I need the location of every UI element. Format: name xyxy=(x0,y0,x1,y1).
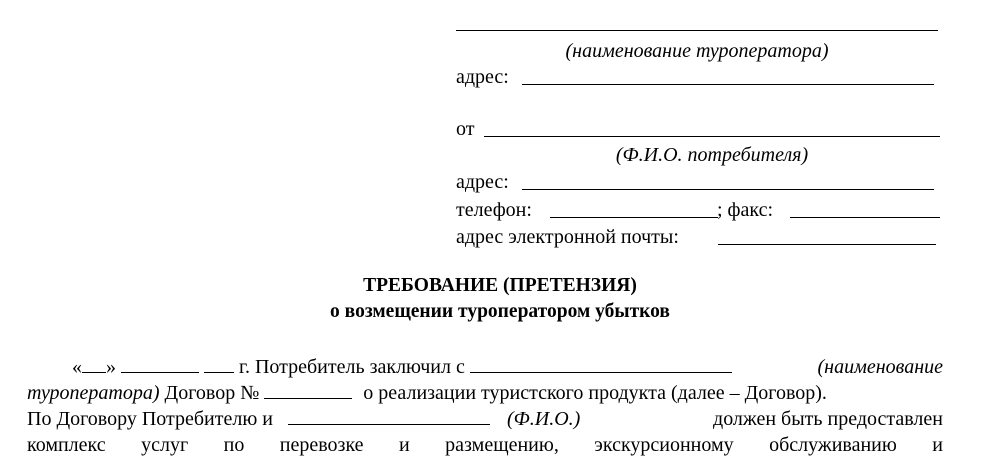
line3-rest: должен быть предоставлен xyxy=(713,408,943,430)
body-line-3 xyxy=(27,406,943,432)
operator-inline-blank[interactable] xyxy=(470,354,732,373)
quote-close: » xyxy=(106,356,116,378)
operator-inline-caption-2: туроператора) xyxy=(27,382,160,404)
consumer-address-label: адрес: xyxy=(456,171,509,193)
month-blank[interactable] xyxy=(121,354,199,373)
contract-number-blank[interactable] xyxy=(264,380,352,399)
body-line-2 xyxy=(27,380,827,406)
phone-label: телефон: xyxy=(456,199,532,221)
body-line-1 xyxy=(72,354,943,380)
person-caption: (Ф.И.О.) xyxy=(507,408,581,430)
person-blank[interactable] xyxy=(288,406,490,425)
operator-caption: (наименование туроператора) xyxy=(565,40,829,62)
email-line[interactable] xyxy=(718,244,936,245)
from-label: от xyxy=(456,118,475,140)
operator-name-line[interactable] xyxy=(456,30,938,31)
operator-inline-caption: (наименование xyxy=(817,356,943,378)
operator-address-line[interactable] xyxy=(522,84,934,85)
line3-start: По Договору Потребителю и xyxy=(27,408,273,430)
day-blank[interactable] xyxy=(82,354,106,373)
consumer-caption: (Ф.И.О. потребителя) xyxy=(615,144,809,166)
contract-description: о реализации туристского продукта (далее – Договор). xyxy=(363,382,827,404)
quote-open: « xyxy=(72,356,82,378)
year-blank[interactable] xyxy=(204,354,234,373)
phone-line[interactable] xyxy=(550,217,718,218)
year-suffix-text: г. Потребитель заключил с xyxy=(239,356,465,378)
fax-line[interactable] xyxy=(790,217,940,218)
consumer-name-line[interactable] xyxy=(484,136,940,137)
email-label: адрес электронной почты: xyxy=(456,226,679,248)
consumer-address-line[interactable] xyxy=(522,189,934,190)
contract-label: Договор № xyxy=(164,382,260,404)
document-subtitle: о возмещении туроператором убытков xyxy=(330,301,670,322)
body-line-4: комплекс услуг по перевозке и размещению, экскурсионному обслуживанию и xyxy=(27,434,943,456)
operator-address-label: адрес: xyxy=(456,66,509,88)
document-title: ТРЕБОВАНИЕ (ПРЕТЕНЗИЯ) xyxy=(363,275,637,296)
fax-label: ; факс: xyxy=(717,199,774,221)
